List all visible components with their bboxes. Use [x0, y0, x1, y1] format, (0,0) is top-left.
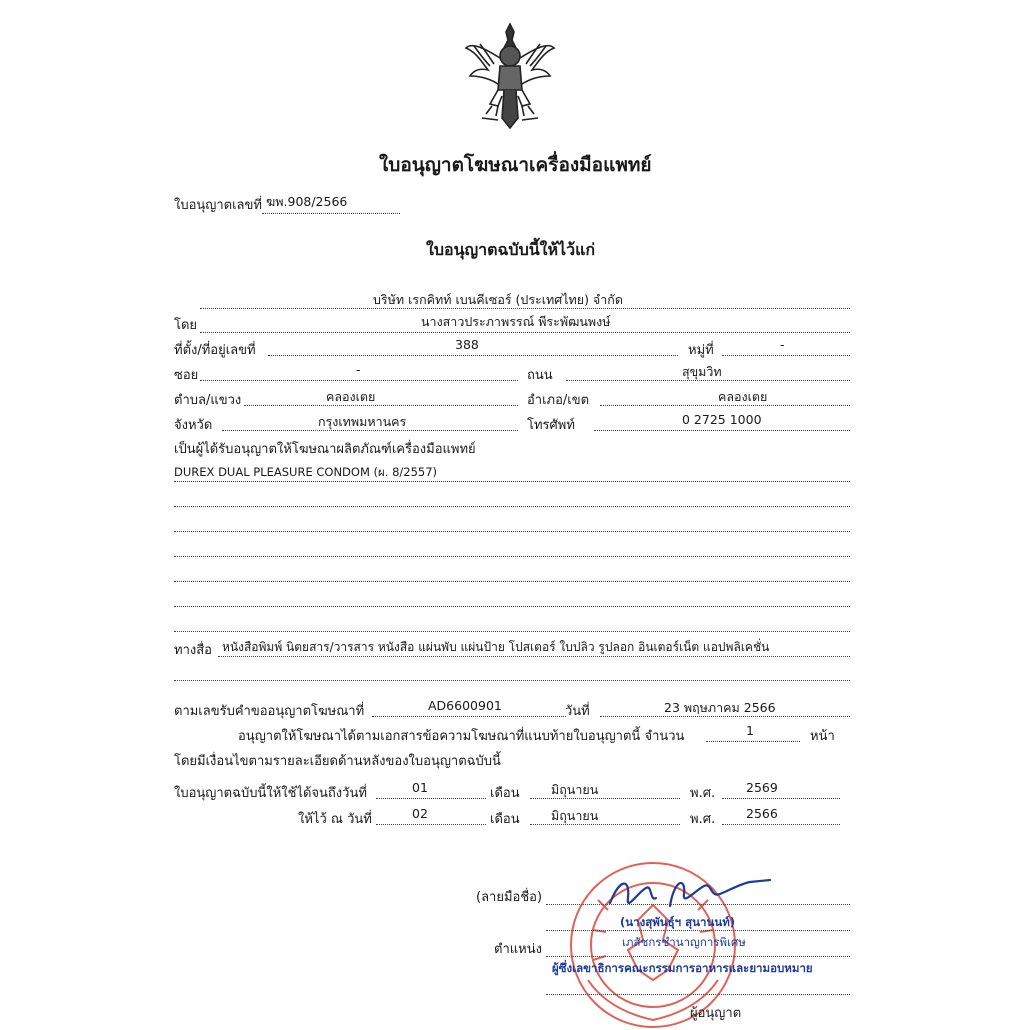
garuda-emblem-icon — [462, 18, 558, 134]
signer-title-1: เภสัชกรชำนาญการพิเศษ — [622, 935, 746, 949]
condition-text: โดยมีเงื่อนไขตามรายละเอียดด้านหลังของใบอนุญาตฉบับนี้ — [174, 754, 501, 769]
valid-month-label: เดือน — [490, 786, 520, 801]
media-label: ทางสื่อ — [174, 643, 212, 658]
province-value: กรุงเทพมหานคร — [318, 414, 407, 429]
grantee-text: เป็นผู้ได้รับอนุญาตให้โฆษณาผลิตภัณฑ์เครื่องมือแพทย์ — [174, 442, 476, 457]
given-date-label: ให้ไว้ ณ วันที่ — [298, 812, 372, 827]
attach-count-value: 1 — [746, 723, 754, 738]
given-month-line — [530, 824, 680, 825]
valid-until-label: ใบอนุญาตฉบับนี้ให้ใช้ได้จนถึงวันที่ — [174, 786, 367, 801]
soi-label: ซอย — [174, 368, 199, 383]
request-number-line — [372, 716, 566, 717]
product-line-6 — [174, 606, 850, 607]
position-label: ตำแหน่ง — [494, 942, 542, 957]
product-line-5 — [174, 581, 850, 582]
licensor-label: ผู้อนุญาต — [690, 1006, 742, 1021]
amphoe-label: อำเภอ/เขต — [527, 393, 590, 408]
tambon-label: ตำบล/แขวง — [174, 393, 242, 408]
given-month-value: มิถุนายน — [551, 808, 599, 823]
moo-label: หมู่ที่ — [688, 343, 714, 358]
company-line — [200, 308, 850, 309]
valid-year-label: พ.ศ. — [690, 786, 716, 801]
phone-line — [594, 430, 850, 431]
signer-name-line — [546, 930, 850, 931]
given-day-line — [376, 824, 486, 825]
by-label: โดย — [174, 318, 198, 333]
tambon-line — [244, 405, 518, 406]
document-title: ใบอนุญาตโฆษณาเครื่องมือแพทย์ — [379, 154, 652, 176]
handwritten-signature-icon — [600, 868, 780, 918]
address-number-value: 388 — [455, 337, 479, 352]
signer-name: (นางสุพันธุ์ฯ สุนานนท์) — [620, 915, 736, 929]
phone-value: 0 2725 1000 — [682, 412, 762, 427]
tambon-value: คลองเตย — [326, 389, 376, 404]
soi-value: - — [356, 362, 361, 377]
issued-to-heading: ใบอนุญาตฉบับนี้ให้ไว้แก่ — [426, 240, 596, 259]
given-month-label: เดือน — [490, 812, 520, 827]
valid-month-line — [530, 798, 680, 799]
signature-label: (ลายมือชื่อ) — [476, 890, 543, 905]
moo-line — [722, 355, 850, 356]
soi-line — [200, 380, 518, 381]
by-line — [200, 332, 850, 333]
given-year-line — [722, 824, 840, 825]
product-name: DUREX DUAL PLEASURE CONDOM (ผ. 8/2557) — [174, 465, 438, 479]
road-label: ถนน — [527, 368, 553, 383]
request-date-value: 23 พฤษภาคม 2566 — [664, 700, 776, 715]
request-date-label: วันที่ — [565, 704, 590, 719]
media-line-1 — [218, 656, 850, 657]
province-label: จังหวัด — [174, 418, 213, 433]
phone-label: โทรศัพท์ — [527, 418, 575, 433]
attach-count-line — [706, 741, 800, 742]
company-name: บริษัท เรกคิทท์ เบนคีเซอร์ (ประเทศไทย) จำกัด — [373, 292, 623, 307]
media-value: หนังสือพิมพ์ นิตยสาร/วารสาร หนังสือ แผ่นพับ แผ่นป้าย โปสเตอร์ ใบปลิว รูปลอก อินเตอร์เน็ต แอปพลิเคชั่น — [222, 640, 770, 654]
moo-value: - — [780, 337, 785, 352]
license-number-line — [262, 213, 400, 214]
product-line-1 — [174, 481, 850, 482]
page-unit-label: หน้า — [810, 729, 835, 744]
valid-month-value: มิถุนายน — [551, 782, 599, 797]
product-line-4 — [174, 556, 850, 557]
attach-text: อนุญาตให้โฆษณาได้ตามเอกสารข้อความโฆษณาที่แนบท้ายใบอนุญาตนี้ จำนวน — [238, 729, 685, 744]
valid-year-value: 2569 — [746, 780, 778, 795]
province-line — [222, 430, 518, 431]
by-value: นางสาวประภาพรรณ์ พีระพัฒนพงษ์ — [421, 314, 611, 329]
request-number-value: AD6600901 — [428, 698, 502, 713]
request-date-line — [600, 716, 850, 717]
amphoe-line — [600, 405, 850, 406]
media-line-2 — [174, 680, 850, 681]
amphoe-value: คลองเตย — [718, 389, 768, 404]
given-day-value: 02 — [412, 806, 428, 821]
address-line — [268, 355, 678, 356]
signature-line — [546, 904, 850, 905]
product-line-7 — [174, 631, 850, 632]
road-value: สุขุมวิท — [682, 364, 722, 379]
given-year-label: พ.ศ. — [690, 812, 716, 827]
license-number-label: ใบอนุญาตเลขที่ — [174, 198, 262, 213]
given-year-value: 2566 — [746, 806, 778, 821]
address-label: ที่ตั้ง/ที่อยู่เลขที่ — [174, 343, 256, 358]
position-line-1 — [546, 956, 850, 957]
valid-year-line — [722, 798, 840, 799]
product-line-3 — [174, 531, 850, 532]
valid-day-value: 01 — [412, 780, 428, 795]
signer-title-2: ผู้ซึ่งเลขาธิการคณะกรรมการอาหารและยามอบหมาย — [552, 961, 813, 975]
position-line-2 — [546, 994, 850, 995]
license-number-value: ฆพ.908/2566 — [266, 194, 348, 209]
request-label: ตามเลขรับคำขออนุญาตโฆษณาที่ — [174, 704, 365, 719]
road-line — [566, 380, 850, 381]
product-line-2 — [174, 506, 850, 507]
valid-day-line — [376, 798, 486, 799]
